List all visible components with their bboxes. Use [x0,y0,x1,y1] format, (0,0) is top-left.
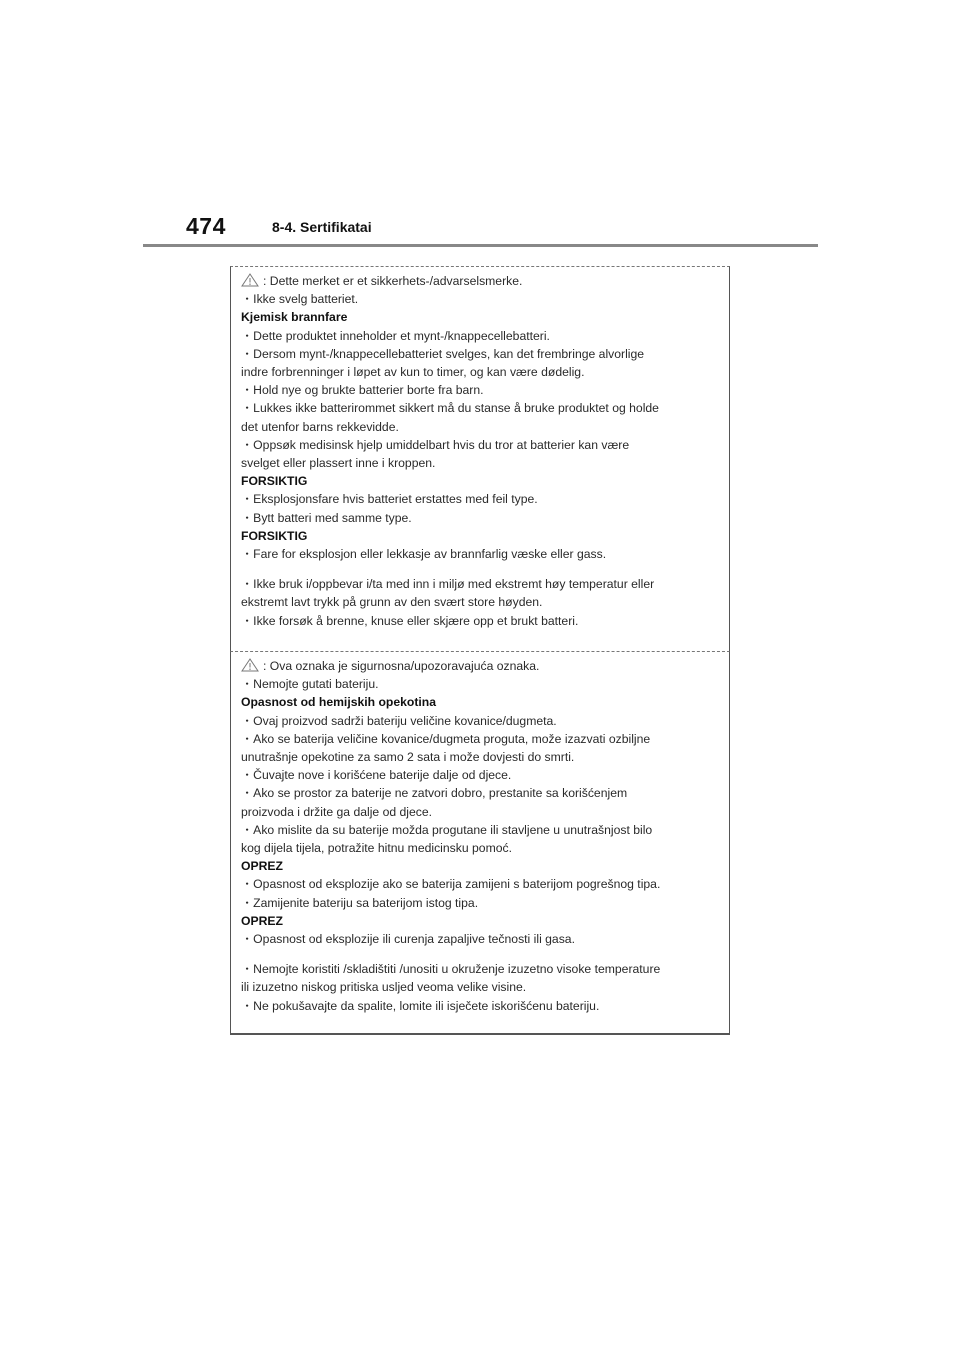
text-line: ・Lukkes ikke batterirommet sikkert må du stanse å bruke produktet og holde [241,401,659,416]
warning-triangle-icon [241,273,259,287]
warning-intro-line [241,657,729,675]
text-line: ・Eksplosjonsfare hvis batteriet erstattes med feil type. [241,492,538,507]
text-line: kog dijela tijela, potražite hitnu medicinsku pomoć. [241,841,512,856]
text-line: ili izuzetno niskog pritiska usljed veoma velike visine. [241,980,527,995]
text-line: ・Fare for eksplosjon eller lekkasje av brannfarlig væske eller gass. [241,547,607,562]
text-line: proizvoda i držite ga dalje od djece. [241,804,433,819]
text-line: ・Ne pokušavajte da spalite, lomite ili isječete iskorišćenu bateriju. [241,998,600,1013]
text-line: ・Opasnost od eksplozije ako se baterija zamijeni s baterijom pogrešnog tipa. [241,877,661,892]
warning-intro-text: : Dette merket er et sikkerhets-/advarselsmerke. [263,274,523,288]
text-line: svelget eller plassert inne i kroppen. [241,456,436,471]
text-line: ・Ako se baterija veličine kovanice/dugmeta proguta, može izazvati ozbiljne [241,731,651,746]
croatian-lines [241,675,729,1015]
section-heading: Kjemisk brannfare [241,310,348,325]
text-line: indre forbrenninger i løpet av kun to timer, og kan være dødelig. [241,365,585,380]
text-line: ・Ikke svelg batteriet. [241,292,359,307]
text-line: ・Ovaj proizvod sadrži bateriju veličine kovanice/dugmeta. [241,713,557,728]
section-heading: Opasnost od hemijskih opekotina [241,695,437,710]
text-line: ・Ikke forsøk å brenne, knuse eller skjære opp et brukt batteri. [241,613,579,628]
header-divider [143,244,818,247]
section-heading: FORSIKTIG [241,474,308,489]
norwegian-warning-block [230,266,730,651]
section-title: 8-4. Sertifikatai [272,219,372,235]
text-line: ・Hold nye og brukte batterier borte fra barn. [241,383,484,398]
page-number: 474 [186,213,226,239]
text-line: ・Dersom mynt-/knappecellebatteriet svelges, kan det frembringe alvorlige [241,346,645,361]
section-heading: OPREZ [241,913,283,928]
text-line: ・Bytt batteri med samme type. [241,510,412,525]
text-line: ・Ako mislite da su baterije možda progutane ili stavljene u unutrašnjost bilo [241,822,653,837]
warning-intro-line [241,272,729,290]
text-line: ekstremt lavt trykk på grunn av den svært store høyden. [241,595,543,610]
text-line: ・Ikke bruk i/oppbevar i/ta med inn i miljø med ekstremt høy temperatur eller [241,577,655,592]
text-line: ・Dette produktet inneholder et mynt-/knappecellebatteri. [241,328,550,343]
text-line: ・Zamijenite bateriju sa baterijom istog tipa. [241,895,479,910]
text-line: ・Nemojte gutati bateriju. [241,677,379,692]
section-heading: OPREZ [241,859,283,874]
text-line: ・Opasnost od eksplozije ili curenja zapaljive tečnosti ili gasa. [241,932,575,947]
norwegian-lines [241,290,729,630]
text-line: unutrašnje opekotine za samo 2 sata i može dovjesti do smrti. [241,750,575,765]
croatian-warning-block [230,651,730,1035]
section-heading: FORSIKTIG [241,528,308,543]
warning-triangle-icon [241,658,259,672]
text-line: ・Čuvajte nove i korišćene baterije dalje od djece. [241,768,512,783]
page-header [0,0,960,250]
text-line: ・Ako se prostor za baterije ne zatvori dobro, prestanite sa korišćenjem [241,786,628,801]
text-line: ・Nemojte koristiti /skladištiti /unositi u okruženje izuzetno visoke temperature [241,962,661,977]
text-line: ・Oppsøk medisinsk hjelp umiddelbart hvis du tror at batterier kan være [241,437,630,452]
warning-intro-text: : Ova oznaka je sigurnosna/upozoravajuća oznaka. [263,659,540,673]
text-line: det utenfor barns rekkevidde. [241,419,399,434]
